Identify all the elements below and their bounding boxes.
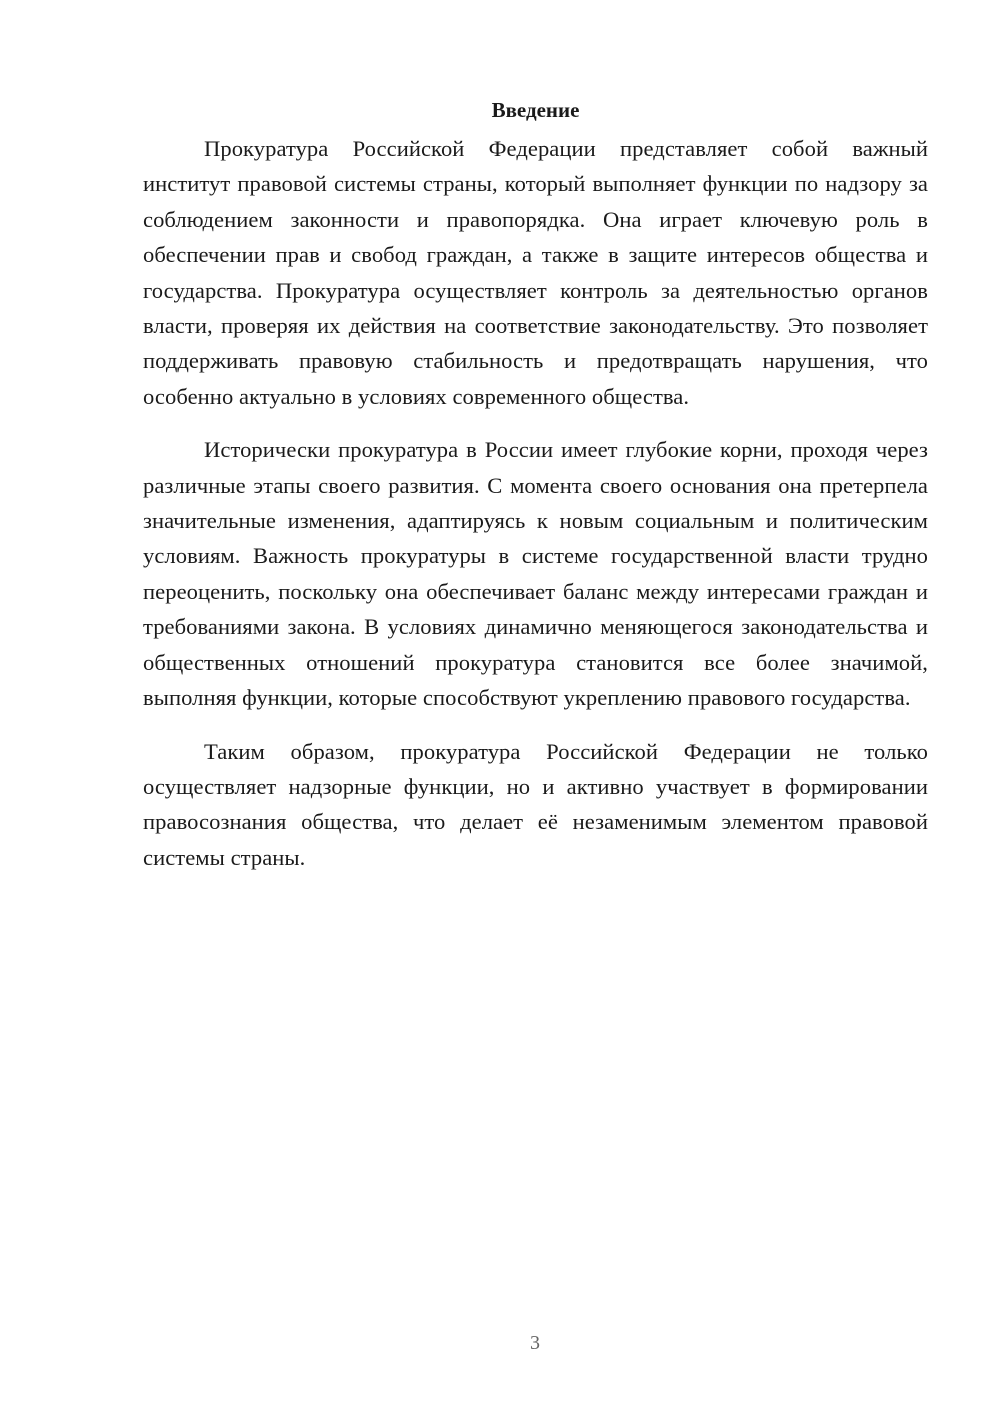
section-heading: Введение	[491, 98, 580, 122]
paragraph-2: Исторически прокуратура в России имеет глубокие корни, проходя через различные этапы своего развития. С момента своего основания она претерпела значительные изменения, адаптируясь к новым социальным и политическим условиям. Важность прокуратуры в системе государственной власти трудно переоценить, поскольку она обеспечивает баланс между интересами граждан и требованиями закона. В условиях динамично меняющегося законодательства и общественных отношений прокуратура становится все более значимой, выполняя функции, которые способствуют укреплению правового государства.	[143, 437, 928, 711]
page-number: 3	[530, 1332, 540, 1354]
paragraph-3: Таким образом, прокуратура Российской Федерации не только осуществляет надзорные функции, но и активно участвует в формировании правосознания общества, что делает её незаменимым элементом правовой системы страны.	[143, 738, 928, 870]
paragraph-1: Прокуратура Российской Федерации представляет собой важный институт правовой системы страны, который выполняет функции по надзору за соблюдением законности и правопорядка. Она играет ключевую роль в обеспечении прав и свобод граждан, а также в защите интересов общества и государства. Прокуратура осуществляет контроль за деятельностью органов власти, проверяя их действия на соответствие законодательству. Это позволяет поддерживать правовую стабильность и предотвращать нарушения, что особенно актуально в условиях современного общества.	[143, 136, 928, 409]
document-body	[143, 93, 928, 893]
